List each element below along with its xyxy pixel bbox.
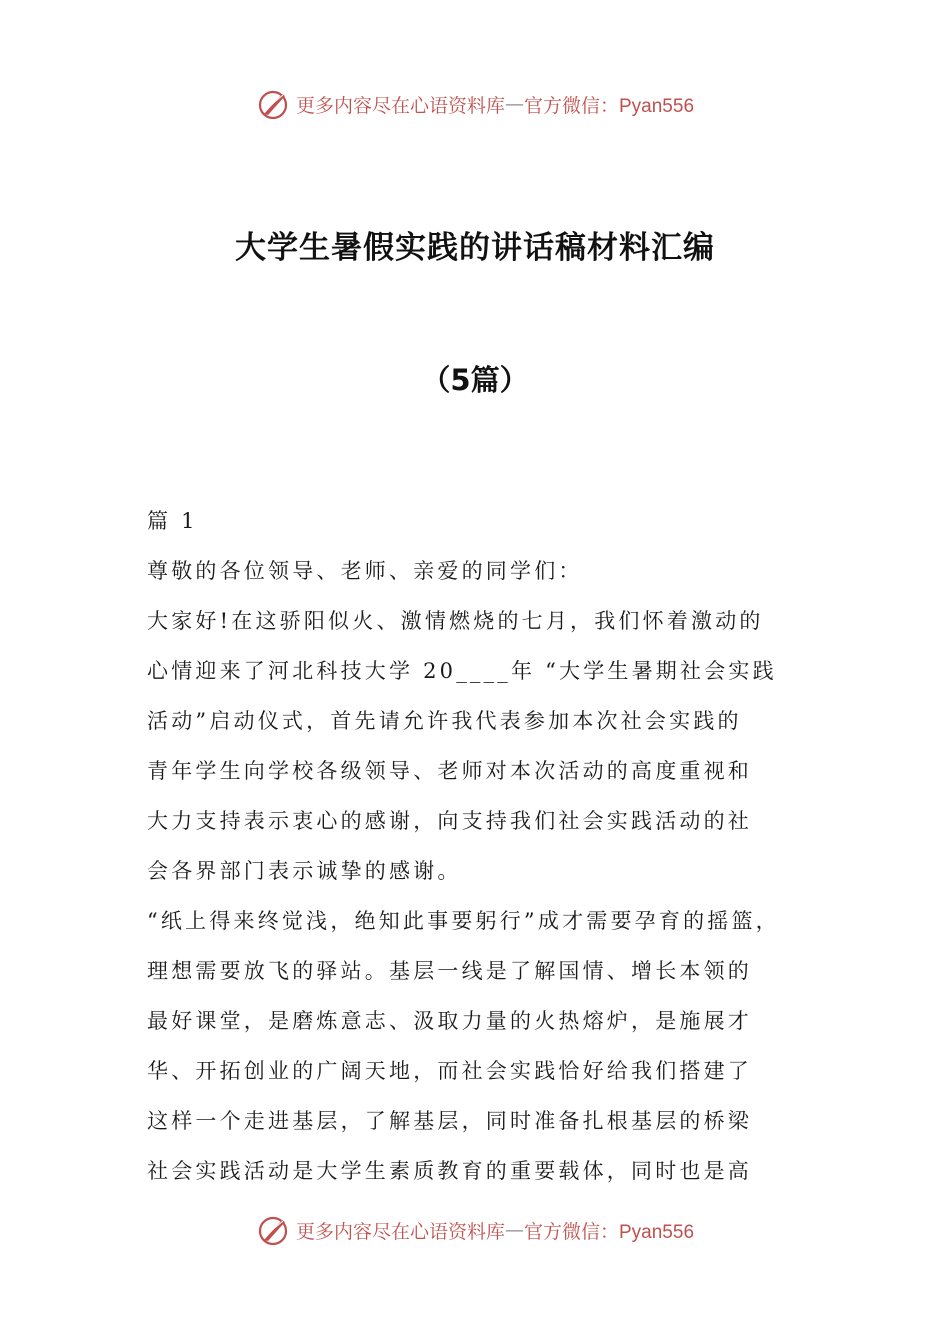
banner-text: 更多内容尽在心语资料库	[295, 94, 505, 117]
banner-dash: —	[505, 1219, 524, 1241]
document-title: 大学生暑假实践的讲话稿材料汇编	[235, 230, 715, 266]
banner-text: 更多内容尽在心语资料库	[295, 1220, 505, 1243]
text-line: 大家好!在这骄阳似火、激情燃烧的七月，我们怀着激动的	[147, 609, 764, 633]
text-line: 社会实践活动是大学生素质教育的重要载体，同时也是高	[147, 1159, 752, 1183]
text-line: 活动”启动仪式，首先请允许我代表参加本次社会实践的	[147, 709, 742, 733]
body-text	[147, 496, 817, 1196]
text-line: “纸上得来终觉浅，绝知此事要躬行”成才需要孕育的摇篮，	[147, 909, 780, 933]
text-line: 最好课堂，是磨炼意志、汲取力量的火热熔炉，是施展才	[147, 1009, 752, 1033]
quill-logo-icon	[256, 86, 292, 122]
document-subtitle: （5篇）	[421, 363, 529, 397]
header-banner	[0, 84, 950, 124]
banner-dash: —	[505, 93, 524, 115]
footer-banner	[0, 1210, 950, 1250]
section-heading: 篇 1	[147, 509, 198, 533]
text-line: 会各界部门表示诚挚的感谢。	[147, 859, 462, 883]
text-line: 心情迎来了河北科技大学 20____年 “大学生暑期社会实践	[147, 659, 777, 683]
banner-wechat: 官方微信：Pyan556	[524, 95, 695, 117]
text-line: 青年学生向学校各级领导、老师对本次活动的高度重视和	[147, 759, 752, 783]
text-line: 理想需要放飞的驿站。基层一线是了解国情、增长本领的	[147, 959, 752, 983]
salutation: 尊敬的各位领导、老师、亲爱的同学们：	[147, 559, 583, 583]
banner-wechat: 官方微信：Pyan556	[524, 1221, 695, 1243]
text-line: 这样一个走进基层，了解基层，同时准备扎根基层的桥梁	[147, 1109, 752, 1133]
text-line: 华、开拓创业的广阔天地，而社会实践恰好给我们搭建了	[147, 1059, 752, 1083]
text-line: 大力支持表示衷心的感谢，向支持我们社会实践活动的社	[147, 809, 752, 833]
quill-logo-icon	[256, 1212, 292, 1248]
